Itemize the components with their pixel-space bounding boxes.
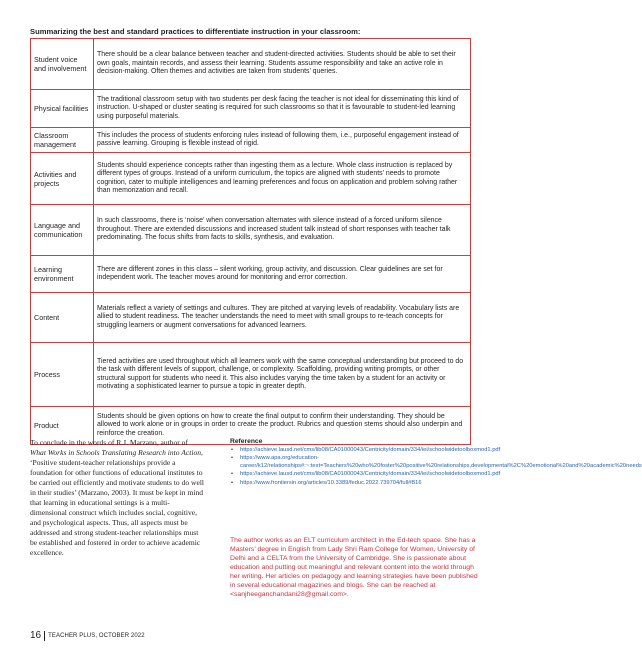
row-description: Tiered activities are used throughout which all learners work with the same conceptual understanding but proceed to do the task with different levels of support, challenge, or complexity. Scaffolding, providing writing prompts, or other structural support for students who need it. This also includes varying the time taken by a student for an activity or motivating a sophisticated learner to pursue a topic in greater depth.: [94, 343, 471, 407]
conclusion-text-start: To conclude in the words of R.J. Marzano, author of: [30, 438, 188, 447]
row-description: This includes the process of students enforcing rules instead of following them, i.e., purposeful engagement instead of passive learning. Grouping is flexible instead of rigid.: [94, 128, 471, 153]
row-label: Process: [31, 343, 94, 407]
row-description: In such classrooms, there is ‘noise’ when conversation alternates with silence instead of a forced uniform silence throughout. There are extended discussions and increased student talk instead of short responses with teacher talk predominating. The focus shifts from facts to skills, synthesis, and evaluation.: [94, 205, 471, 256]
reference-item[interactable]: [230, 447, 501, 454]
footer-divider: [44, 631, 45, 641]
table-row: [31, 205, 471, 256]
table-row: [31, 256, 471, 293]
table-row: [31, 343, 471, 407]
page-number: 16: [30, 630, 42, 641]
bullet-icon: •: [231, 447, 234, 453]
reference-link[interactable]: https://achieve.lausd.net/cms/lib08/CA01000043/Centricity/domain/334/iei/schoolwidetoolboxmod1.pdf: [240, 447, 501, 453]
practices-table: [30, 38, 471, 445]
table-title: Summarizing the best and standard practices to differentiate instruction in your classroom:: [30, 27, 361, 36]
table-row: [31, 293, 471, 343]
reference-list: [230, 447, 642, 488]
book-title: What Works in Schools Translating Research into Action: [30, 448, 201, 458]
row-label: Student voice and involvement: [31, 39, 94, 90]
reference-item[interactable]: [230, 455, 642, 470]
bullet-icon: •: [231, 471, 234, 478]
row-description: Materials reflect a variety of settings and cultures. They are pitched at varying levels of readability. Vocabulary lists are allied to student readiness. The teacher understands the need to meet with small groups to re-teach concepts for struggling learners or augment conversations for advanced learners.: [94, 293, 471, 343]
row-label: Classroom management: [31, 128, 94, 153]
row-label: Physical facilities: [31, 90, 94, 128]
row-label: Activities and projects: [31, 153, 94, 205]
row-label: Language and communication: [31, 205, 94, 256]
row-description: Students should be given options on how to create the final output to confirm their understanding. They should be allowed to work alone or in groups in order to create the product. Rubrics and question stems should also underpin and reinforce the creation.: [94, 407, 471, 445]
reference-heading: Reference: [230, 438, 263, 445]
reference-item[interactable]: [230, 480, 480, 487]
reference-item[interactable]: [230, 471, 501, 478]
magazine-name: TEACHER PLUS, OCTOBER 2022: [48, 632, 145, 639]
row-description: Students should experience concepts rather than ingesting them as a lecture. Whole class instruction is replaced by different types of groups. Instead of a uniform curriculum, the topics are aligned with students’ needs to promote cognition, cater to multiple intelligences and learning preferences and focus on application and problem solving rather than memorization and recall.: [94, 153, 471, 205]
reference-link[interactable]: https://achieve.lausd.net/cms/lib08/CA01000043/Centricity/domain/334/iei/schoolwidetoolboxmod1.pdf: [240, 471, 501, 478]
reference-link[interactable]: https://www.apa.org/education-career/k12/relationships#:~:text=Teachers%20who%20foster%20positive%20relationships,developmental%2C%20emotional%20and%20academic%20needs: [240, 455, 642, 469]
row-label: Content: [31, 293, 94, 343]
row-description: The traditional classroom setup with two students per desk facing the teacher is not ideal for disseminating this kind of instruction. U-shaped or cluster seating is required for such classrooms so that it is favourable to student-led learning using purposeful materials.: [94, 90, 471, 128]
table-row: [31, 128, 471, 153]
bullet-icon: •: [231, 455, 234, 462]
conclusion-text-end: , ‘Positive student-teacher relationships provide a foundation for other functions of educational institutes to be carried out efficiently and motivate students to do well in their studies’ (Marzano, 2003). It must be kept in mind that learning in educational settings is a multi-dimensional construct which includes social, cognitive, and psychological aspects. Thus, all aspects must be addressed and strong student-teacher relationships must be established and fostered in order to achieve academic excellence.: [30, 448, 205, 558]
bullet-icon: •: [231, 479, 234, 486]
row-label: Product: [31, 407, 94, 445]
table-row: [31, 90, 471, 128]
page-footer: [30, 630, 145, 641]
conclusion-paragraph: [30, 438, 205, 558]
table-row: [31, 153, 471, 205]
row-label: Learning environment: [31, 256, 94, 293]
row-description: There should be a clear balance between teacher and student-directed activities. Students should be able to set their own goals, maintain records, and assess their learning. Students assume responsibility and take an active role in decision-making. Often themes and activities are taken from students’ queries.: [94, 39, 471, 90]
row-description: There are different zones in this class – silent working, group activity, and discussion. Clear guidelines are set for independent work. The teacher moves around for monitoring and error correction.: [94, 256, 471, 293]
author-bio: The author works as an ELT curriculum architect in the Ed-tech space. She has a Masters’ degree in English from Lady Shri Ram College for Women, University of Delhi and a CELTA from the University of Cambridge. She is passionate about education and putting out meaningful and relevant content into the world through her writing. Her articles on pedagogy and learning strategies have been published in several educational magazines and blogs. She can be reached at <sanjheeganchandani28@gmail.com>.: [230, 537, 478, 598]
table-row: [31, 39, 471, 90]
reference-link[interactable]: https://www.frontiersin.org/articles/10.3389/feduc.2022.739704/full#B16: [240, 479, 422, 486]
